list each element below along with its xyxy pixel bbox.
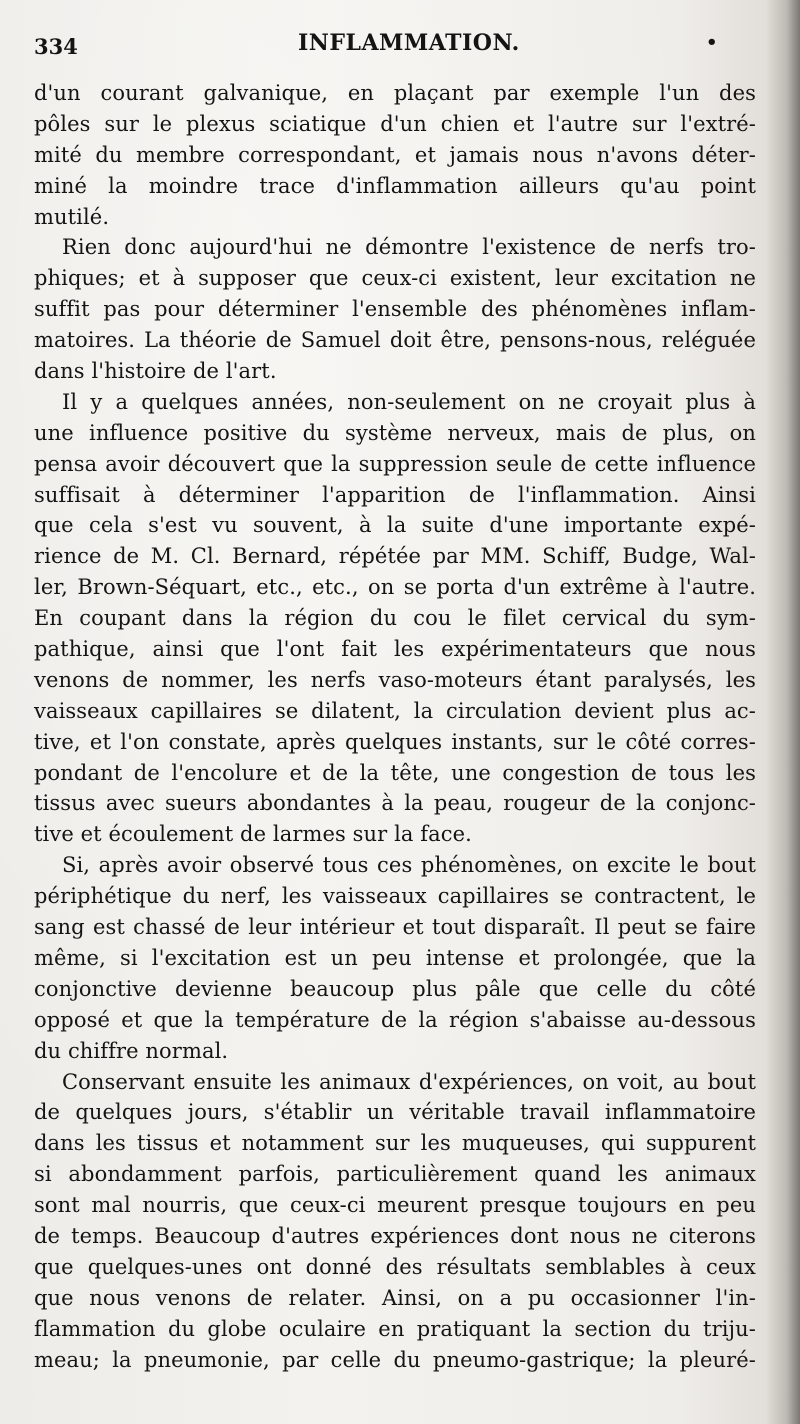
text-line: conjonctive devienne beaucoup plus pâle que celle du côté <box>34 976 756 1001</box>
text-line: même, si l'excitation est un peu intense et prolongée, que la <box>34 945 756 970</box>
text-line: pathique, ainsi que l'ont fait les expérimentateurs que nous <box>34 637 756 662</box>
text-line: flammation du globe oculaire en pratiquant la section du triju- <box>34 1316 756 1341</box>
text-line: mité du membre correspondant, et jamais nous n'avons déter- <box>34 142 756 167</box>
text-line: dans les tissus et notamment sur les muqueuses, qui suppurent <box>34 1131 756 1156</box>
text-line: du chiffre normal. <box>34 1038 229 1063</box>
text-line: sang est chassé de leur intérieur et tout disparaît. Il peut se faire <box>34 915 756 940</box>
running-title: INFLAMMATION. <box>298 30 520 56</box>
page-number: 334 <box>34 34 78 59</box>
body-text <box>34 78 756 1375</box>
text-line: une influence positive du système nerveux, mais de plus, on <box>34 420 756 445</box>
text-line: suffisait à déterminer l'apparition de l'inflammation. Ainsi <box>34 482 756 507</box>
text-line: tissus avec sueurs abondantes à la peau, rougeur de la conjonc- <box>34 791 756 816</box>
text-line: phiques; et à supposer que ceux-ci existent, leur excitation ne <box>34 266 756 291</box>
header-mark: • <box>706 32 718 53</box>
text-line: matoires. La théorie de Samuel doit être, pensons-nous, reléguée <box>34 328 756 353</box>
text-line: si abondamment parfois, particulièrement quand les animaux <box>34 1162 756 1187</box>
text-line: mutilé. <box>34 204 110 229</box>
text-line: rience de M. Cl. Bernard, répétée par MM. Schiff, Budge, Wal- <box>34 544 756 569</box>
text-line: meau; la pneumonie, par celle du pneumo-gastrique; la pleuré- <box>34 1347 756 1372</box>
text-line: pensa avoir découvert que la suppression seule de cette influence <box>34 451 756 476</box>
text-line: Conservant ensuite les animaux d'expériences, on voit, au bout <box>62 1069 756 1094</box>
text-line: que cela s'est vu souvent, à la suite d'une importante expé- <box>34 513 756 538</box>
text-line: venons de nommer, les nerfs vaso-moteurs étant paralysés, les <box>34 667 756 692</box>
text-line: de quelques jours, s'établir un véritable travail inflammatoire <box>34 1100 756 1125</box>
text-line: Rien donc aujourd'hui ne démontre l'existence de nerfs tro- <box>62 235 756 260</box>
text-line: tive, et l'on constate, après quelques instants, sur le côté corres- <box>34 729 756 754</box>
text-line: que nous venons de relater. Ainsi, on a pu occasionner l'in- <box>34 1285 756 1310</box>
text-line: de temps. Beaucoup d'autres expériences dont nous ne citerons <box>34 1223 756 1248</box>
text-line: sont mal nourris, que ceux-ci meurent presque toujours en peu <box>34 1193 756 1218</box>
page-header <box>34 28 724 64</box>
text-line: tive et écoulement de larmes sur la face. <box>34 822 472 847</box>
text-line: pôles sur le plexus sciatique d'un chien et l'autre sur l'extré- <box>34 111 756 136</box>
text-line: Il y a quelques années, non-seulement on ne croyait plus à <box>62 389 756 414</box>
text-line: opposé et que la température de la région s'abaisse au-dessous <box>34 1007 756 1032</box>
text-line: périphétique du nerf, les vaisseaux capillaires se contractent, le <box>34 884 756 909</box>
text-line: pondant de l'encolure et de la tête, une congestion de tous les <box>34 760 756 785</box>
text-line: que quelques-unes ont donné des résultats semblables à ceux <box>34 1254 756 1279</box>
text-line: En coupant dans la région du cou le filet cervical du sym- <box>34 606 756 631</box>
text-line: dans l'histoire de l'art. <box>34 359 277 384</box>
text-line: suffit pas pour déterminer l'ensemble des phénomènes inflam- <box>34 297 756 322</box>
page-edge-shadow <box>766 0 800 1424</box>
text-line: vaisseaux capillaires se dilatent, la circulation devient plus ac- <box>34 698 756 723</box>
text-line: miné la moindre trace d'inflammation ailleurs qu'au point <box>34 173 756 198</box>
text-line: Si, après avoir observé tous ces phénomènes, on excite le bout <box>62 853 756 878</box>
text-line: ler, Brown-Séquart, etc., etc., on se porta d'un extrême à l'autre. <box>34 575 756 600</box>
text-line: d'un courant galvanique, en plaçant par exemple l'un des <box>34 81 756 105</box>
